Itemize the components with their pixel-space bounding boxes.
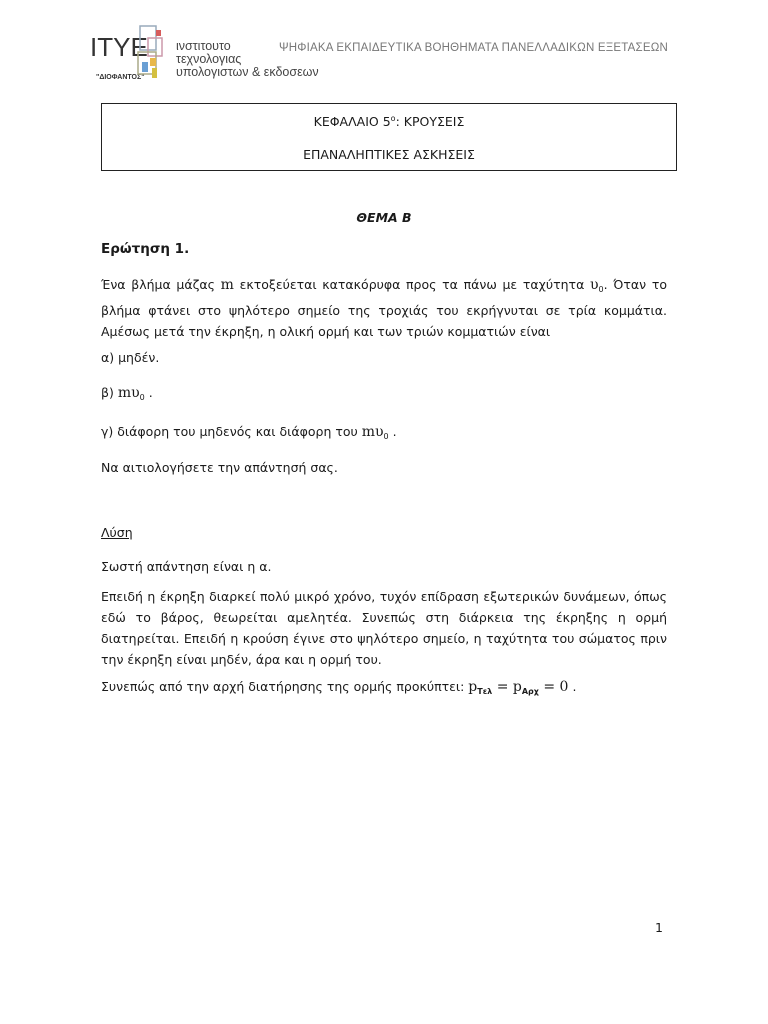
option-b-suffix: . xyxy=(144,385,153,400)
conclusion-prefix: Συνεπώς από την αρχή διατήρησης της ορμής προκύπτει: xyxy=(101,679,469,694)
logo-line: τεχνολογιας xyxy=(176,52,242,66)
option-b xyxy=(101,382,667,408)
option-c-prefix: γ) διάφορη του μηδενός και διάφορη του xyxy=(101,424,362,439)
chapter-subtitle: ΕΠΑΝΑΛΗΠΤΙΚΕΣ ΑΣΚΗΣΕΙΣ xyxy=(303,147,475,162)
equation-sub2: Αρχ xyxy=(521,687,539,696)
logo-line: υπολογιστων & εκδοσεων xyxy=(176,65,319,79)
logo-subtitle: "ΔΙΟΦΑΝΤΟΣ" xyxy=(96,74,145,81)
momentum-subscript: 0 xyxy=(139,393,145,402)
equation-p1: p xyxy=(468,679,478,695)
momentum-expression: mυ xyxy=(117,385,140,401)
chapter-title-suffix: : ΚΡΟΥΣΕΙΣ xyxy=(395,114,465,130)
chapter-title xyxy=(102,114,676,129)
chapter-title-box xyxy=(101,103,677,171)
option-b-prefix: β) xyxy=(101,385,118,400)
momentum-subscript: 0 xyxy=(383,432,389,441)
mass-symbol: m xyxy=(220,277,234,293)
series-title: ΨΗΦΙΑΚΑ ΕΚΠΑΙΔΕΥΤΙΚΑ ΒΟΗΘΗΜΑΤΑ ΠΑΝΕΛΛΑΔΙΚΩΝ ΕΞΕΤΑΣΕΩΝ xyxy=(278,42,668,54)
instruction-text: Να αιτιολογήσετε την απάντησή σας. xyxy=(101,460,338,475)
equation-sub1: Τελ xyxy=(477,687,493,696)
solution-label xyxy=(101,522,667,543)
chapter-title-prefix: ΚΕΦΑΛΑΙΟ 5 xyxy=(313,114,391,130)
velocity-symbol: υ xyxy=(589,277,599,293)
logo-wordmark: ΙΤΥΕ xyxy=(90,32,148,62)
publisher-logo xyxy=(90,22,330,92)
question-label: Ερώτηση 1. xyxy=(101,241,190,257)
logo-blocks-icon xyxy=(136,22,166,84)
option-c xyxy=(101,421,667,447)
solution-label-text: Λύση xyxy=(101,525,133,540)
solution-answer: Σωστή απάντηση είναι η α. xyxy=(101,559,272,574)
question-text xyxy=(101,274,667,342)
option-a: α) μηδέν. xyxy=(101,350,160,365)
solution-conclusion xyxy=(101,676,667,702)
question-text-part: Ένα βλήμα μάζας xyxy=(101,277,221,292)
equation-end: = 0 xyxy=(538,679,569,695)
conclusion-suffix: . xyxy=(568,679,577,694)
chapter-title-superscript: ο xyxy=(390,114,396,123)
section-heading: ΘΕΜΑ Β xyxy=(356,210,412,225)
option-c-suffix: . xyxy=(388,424,397,439)
velocity-subscript: 0 xyxy=(598,285,604,294)
logo-line: ινστιτουτο xyxy=(176,39,231,53)
question-text-part: εκτοξεύεται κατακόρυφα προς τα πάνω με ταχύτητα xyxy=(233,277,590,292)
solution-explanation: Επειδή η έκρηξη διαρκεί πολύ μικρό χρόνο, τυχόν επίδραση εξωτερικών δυνάμεων, όπως εδώ το βάρος, θεωρείται αμελητέα. Συνεπώς στη διάρκεια της έκρηξης η ορμή διατηρείται. Επειδή η κρούση έγινε στο ψηλότερο σημείο, η ταχύτητα του σώματος πριν την έκρηξη είναι μηδέν, άρα και η ορμή του. xyxy=(101,589,667,667)
page-number: 1 xyxy=(655,920,663,935)
equation-mid: = p xyxy=(492,679,522,695)
momentum-expression: mυ xyxy=(361,424,384,440)
question-text-part: . Όταν το βλήμα φτάνει στο ψηλότερο σημείο της τροχιάς του εκρήγνυται σε τρία κομμάτια. Αμέσως μετά την έκρηξη, η ολική ορμή και των τριών κομματιών είναι xyxy=(101,277,668,339)
